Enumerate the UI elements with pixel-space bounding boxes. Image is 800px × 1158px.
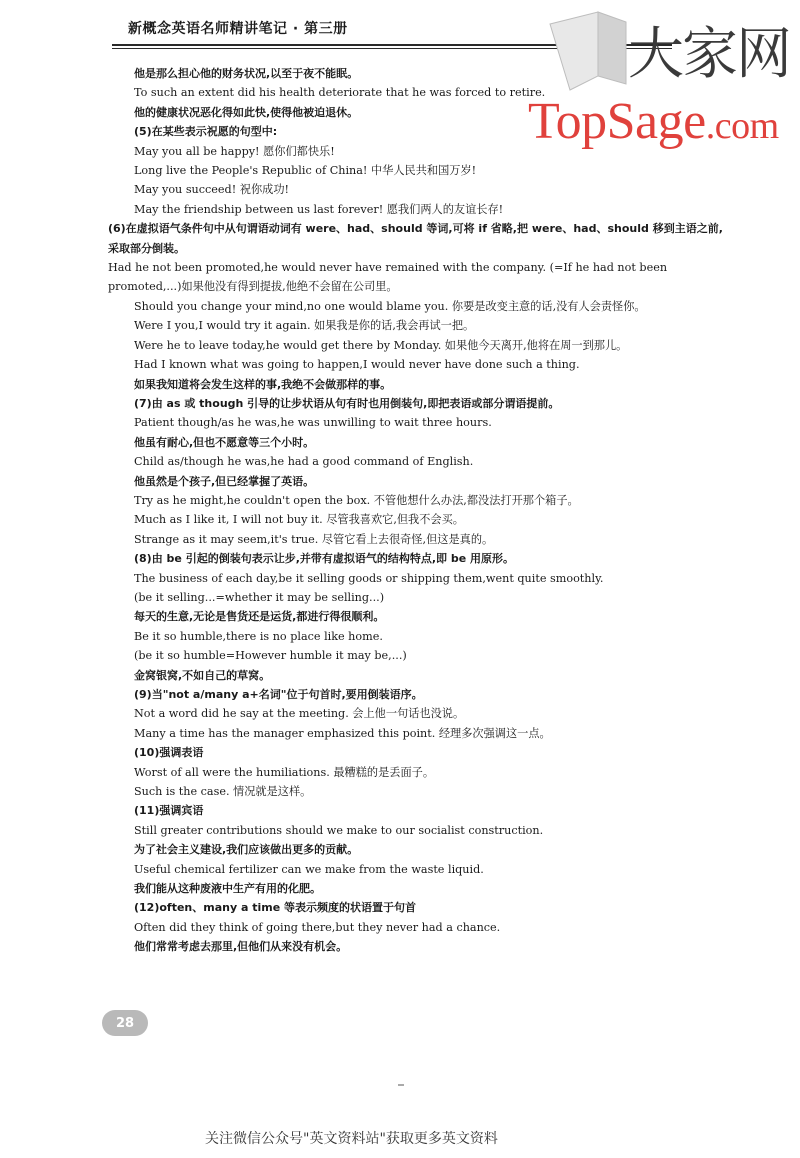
text-line: Child as/though he was,he had a good command of English. [134,455,474,469]
body-text [108,64,724,957]
header-rule-thin [112,48,672,49]
header-rule [112,44,672,46]
text-line: Still greater contributions should we make to our socialist construction. [134,823,544,837]
text-line: (12)often、many a time 等表示频度的状语置于句首 [134,901,417,915]
text-line: 他虽有耐心,但也不愿意等三个小时。 [134,435,315,449]
logo-en-name: TopSage [528,93,706,150]
text-line: Patient though/as he was,he was unwilling to wait three hours. [134,416,492,430]
text-line: Useful chemical fertilizer can we make from the waste liquid. [134,862,484,876]
text-line: 他的健康状况恶化得如此快,使得他被迫退休。 [134,105,359,119]
text-line: Often did they think of going there,but they never had a chance. [134,920,501,934]
logo-en-suffix: .com [705,105,779,147]
text-line: May the friendship between us last forever! 愿我们两人的友谊长存! [134,202,504,216]
text-line: Had I known what was going to happen,I would never have done such a thing. [134,358,580,372]
text-line: 他是那么担心他的财务状况,以至于夜不能眠。 [134,67,359,80]
text-line: (6)在虚拟语气条件句中从句谓语动词有 were、had、should 等词,可将 if 省略,把 were、had、should 移到主语之前,采取部分倒装。 [108,222,723,255]
text-line: 他们常常考虑去那里,但他们从来没有机会。 [134,940,348,954]
text-line: Had he not been promoted,he would never have remained with the company. (=If he had not been promoted,...)如果他没有得到提拔,他绝不会留在公司里。 [108,261,668,294]
text-line: (11)强调宾语 [134,804,204,818]
running-header-title: 新概念英语名师精讲笔记 · 第三册 [128,21,348,37]
text-line: 为了社会主义建设,我们应该做出更多的贡献。 [134,843,359,857]
text-line: 他虽然是个孩子,但已经掌握了英语。 [134,474,315,488]
text-line: May you all be happy! 愿你们都快乐! [134,144,335,158]
text-line: 我们能从这种废液中生产有用的化肥。 [134,882,321,896]
text-line: Worst of all were the humiliations. 最糟糕的是丢面子。 [134,765,435,779]
text-line: (8)由 be 引起的倒装句表示让步,并带有虚拟语气的结构特点,即 be 用原形。 [134,552,515,566]
scan-mark [398,1084,404,1086]
footer-note: 关注微信公众号"英文资料站"获取更多英文资料 [205,1131,498,1147]
text-line: (be it selling...=whether it may be selling...) [134,590,385,604]
text-line: Were he to leave today,he would get there by Monday. 如果他今天离开,他将在周一到那儿。 [134,338,628,352]
text-line: Try as he might,he couldn't open the box. 不管他想什么办法,都没法打开那个箱子。 [134,493,579,507]
text-line: The business of each day,be it selling goods or shipping them,went quite smoothly. [134,571,604,585]
text-line: (be it so humble=However humble it may be,...) [134,649,407,663]
text-line: Not a word did he say at the meeting. 会上他一句话也没说。 [134,707,465,721]
text-line: May you succeed! 祝你成功! [134,183,289,197]
watermark-logo-cn: 大家网 [628,22,790,87]
text-line: 金窝银窝,不如自己的草窝。 [134,668,271,682]
text-line: Be it so humble,there is no place like home. [134,629,383,643]
page-number-badge: 28 [102,1010,148,1036]
text-line: Many a time has the manager emphasized this point. 经理多次强调这一点。 [134,726,551,740]
text-line: Long live the People's Republic of China! 中华人民共和国万岁! [134,164,477,178]
text-line: Were I you,I would try it again. 如果我是你的话,我会再试一把。 [134,319,475,333]
text-line: (10)强调表语 [134,746,204,760]
text-line: (9)当"not a/many a+名词"位于句首时,要用倒装语序。 [134,688,423,701]
text-line: Should you change your mind,no one would blame you. 你要是改变主意的话,没有人会责怪你。 [134,299,646,313]
text-line: (7)由 as 或 though 引导的让步状语从句有时也用倒装句,即把表语或部分谓语提前。 [134,396,560,410]
text-line: (5)在某些表示祝愿的句型中: [134,125,278,139]
text-line: 每天的生意,无论是售货还是运货,都进行得很顺利。 [134,610,385,624]
text-line: Strange as it may seem,it's true. 尽管它看上去很奇怪,但这是真的。 [134,532,494,546]
text-line: To such an extent did his health deteriorate that he was forced to retire. [134,86,546,100]
text-line: 如果我知道将会发生这样的事,我绝不会做那样的事。 [134,377,392,391]
text-line: Much as I like it, I will not buy it. 尽管我喜欢它,但我不会买。 [134,513,464,527]
text-line: Such is the case. 情况就是这样。 [134,785,312,799]
